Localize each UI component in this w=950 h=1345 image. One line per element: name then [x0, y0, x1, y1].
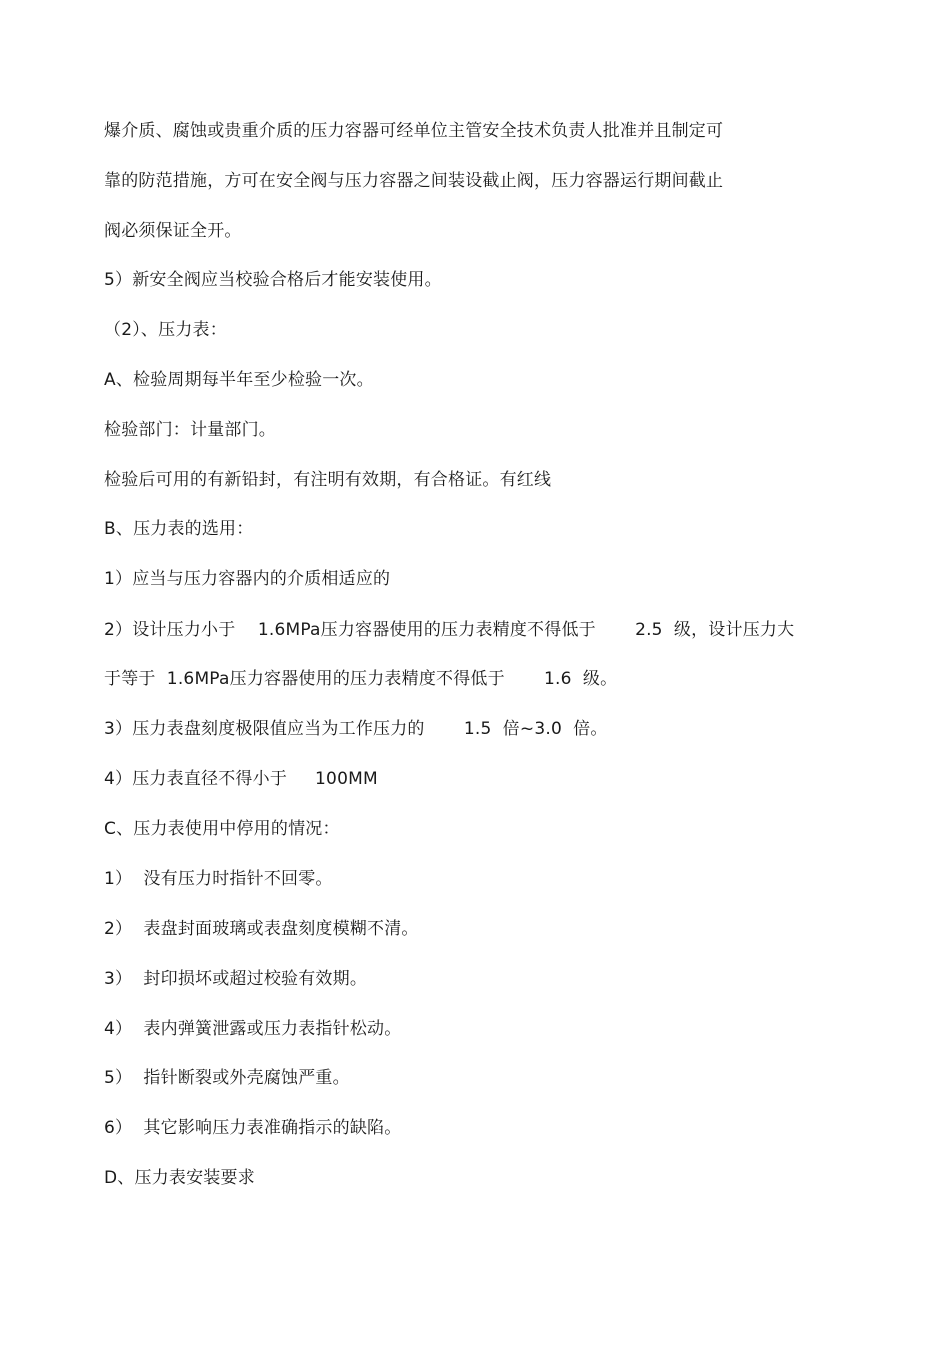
- text-line: 检验部门：计量部门。: [104, 420, 276, 440]
- subsection-heading: B、压力表的选用：: [104, 519, 254, 539]
- text-line: 阀必须保证全开。: [104, 221, 242, 241]
- text-line: 靠的防范措施，方可在安全阀与压力容器之间装设截止阀，压力容器运行期间截止: [104, 171, 724, 191]
- text-line: 爆介质、腐蚀或贵重介质的压力容器可经单位主管安全技术负责人批准并且制定可: [104, 121, 724, 141]
- text-line: 2） 表盘封面玻璃或表盘刻度模糊不清。: [104, 919, 419, 939]
- text-line: 2）设计压力小于 1.6MPa压力容器使用的压力表精度不得低于 2.5 级，设计压力大: [104, 620, 795, 640]
- text-line: 3） 封印损坏或超过校验有效期。: [104, 969, 368, 989]
- text-line: 3）压力表盘刻度极限值应当为工作压力的 1.5 倍~3.0 倍。: [104, 719, 608, 739]
- text-line: 6） 其它影响压力表准确指示的缺陷。: [104, 1118, 402, 1138]
- text-line: 1） 没有压力时指针不回零。: [104, 869, 333, 889]
- text-line: 1）应当与压力容器内的介质相适应的: [104, 569, 391, 589]
- text-line: 检验后可用的有新铅封，有注明有效期，有合格证。有红线: [104, 470, 552, 490]
- text-line: 4） 表内弹簧泄露或压力表指针松动。: [104, 1019, 402, 1039]
- subsection-heading: C、压力表使用中停用的情况：: [104, 819, 340, 839]
- text-line: A、检验周期每半年至少检验一次。: [104, 370, 374, 390]
- text-line: 5） 指针断裂或外壳腐蚀严重。: [104, 1068, 350, 1088]
- text-line: 5）新安全阀应当校验合格后才能安装使用。: [104, 270, 442, 290]
- subsection-heading: D、压力表安装要求: [104, 1168, 255, 1188]
- section-heading: （2）、压力表：: [104, 320, 227, 340]
- text-line: 4）压力表直径不得小于 100MM: [104, 769, 378, 789]
- text-line: 于等于 1.6MPa压力容器使用的压力表精度不得低于 1.6 级。: [104, 669, 618, 689]
